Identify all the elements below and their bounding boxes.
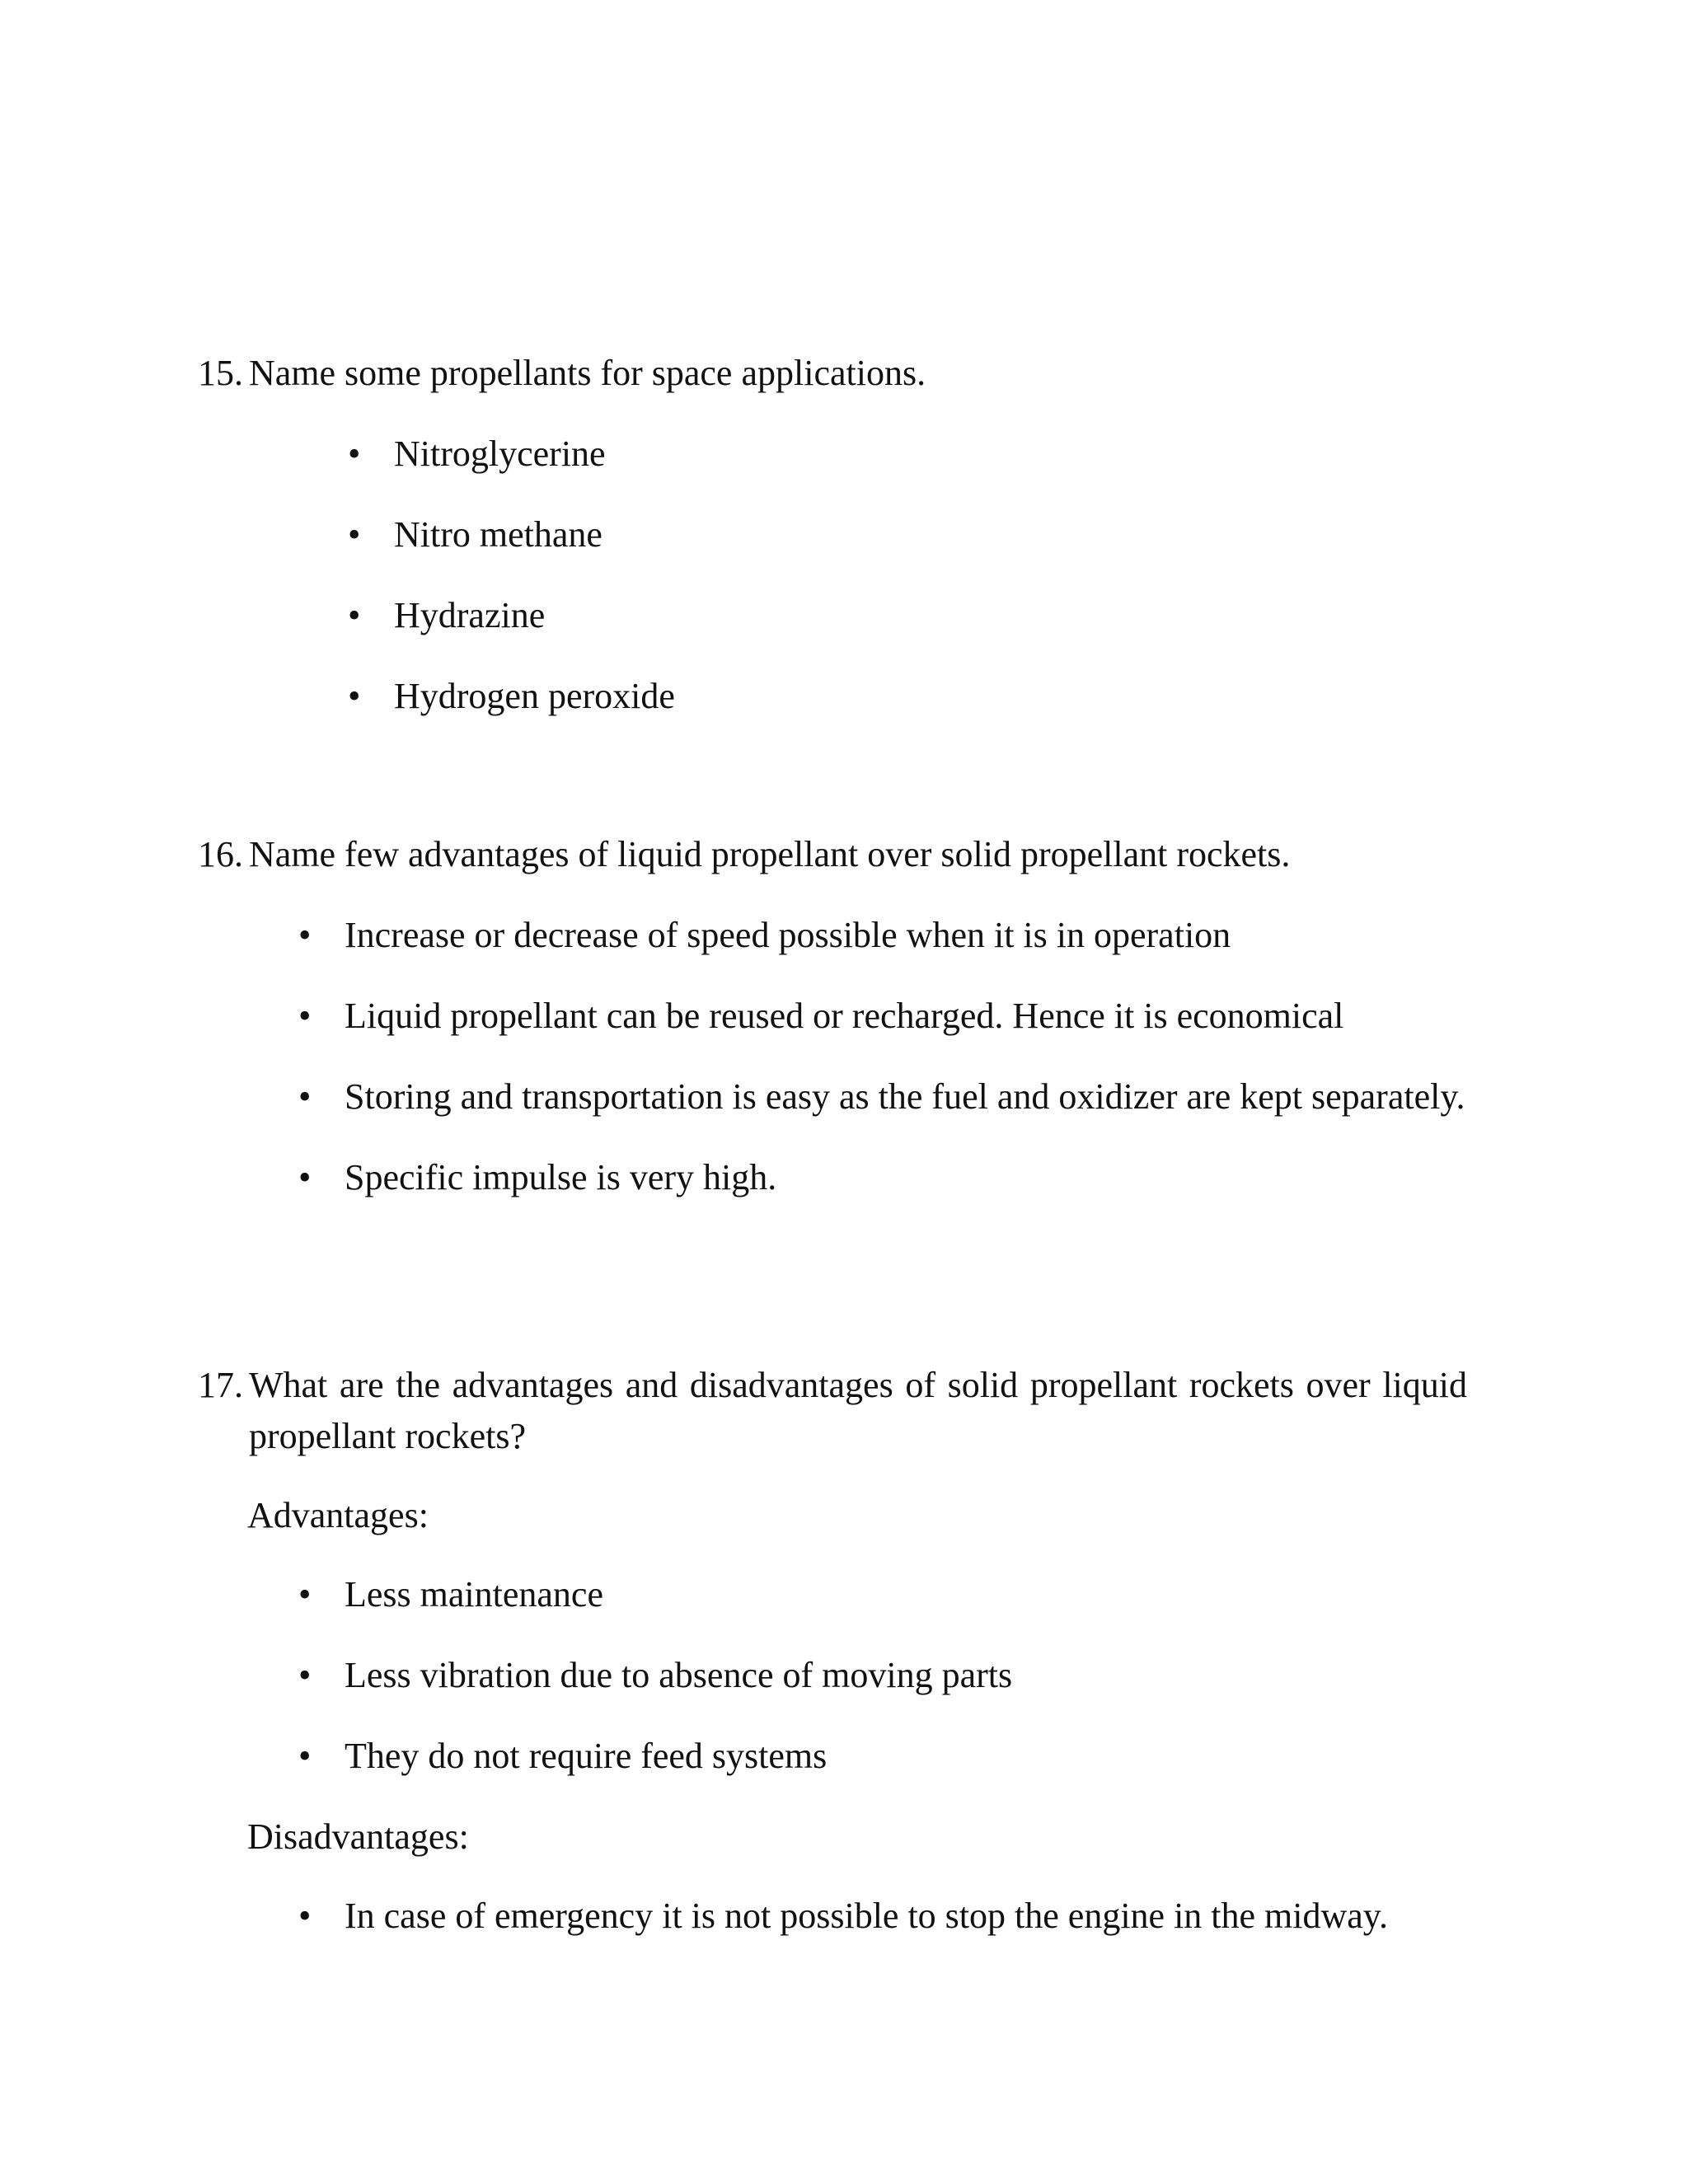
list-item: • Liquid propellant can be reused or recharged. Hence it is economical xyxy=(345,991,1467,1042)
bullet-icon: • xyxy=(298,1574,312,1615)
disadvantages-label: Disadvantages: xyxy=(247,1816,469,1857)
bullet-icon: • xyxy=(298,1736,312,1776)
question-number: 15. xyxy=(198,353,243,393)
bullet-icon: • xyxy=(298,1076,312,1117)
list-item: • Hydrazine xyxy=(394,590,1465,641)
question-15 xyxy=(198,348,1467,399)
question-16 xyxy=(198,829,1467,880)
bullet-icon: • xyxy=(298,915,312,955)
disadvantages-list xyxy=(298,1891,1467,1942)
list-item: • Specific impulse is very high. xyxy=(345,1152,1467,1203)
list-item: • Hydrogen peroxide xyxy=(394,671,1465,722)
q15-list xyxy=(348,429,1465,722)
question-17 xyxy=(198,1360,1467,1462)
list-item: • Less maintenance xyxy=(345,1569,1467,1620)
bullet-icon: • xyxy=(298,1655,312,1695)
bullet-icon: • xyxy=(348,676,361,716)
list-item: • They do not require feed systems xyxy=(345,1731,1467,1782)
list-item: • Nitro methane xyxy=(394,509,1465,560)
question-text: What are the advantages and disadvantages of solid propellant rockets over liquid propellant rockets? xyxy=(249,1365,1467,1456)
advantages-label: Advantages: xyxy=(247,1495,429,1535)
bullet-icon: • xyxy=(348,514,361,555)
list-item: • In case of emergency it is not possible to stop the engine in the midway. xyxy=(345,1891,1467,1942)
list-item: • Storing and transportation is easy as the fuel and oxidizer are kept separately. xyxy=(345,1071,1467,1122)
list-item: • Nitroglycerine xyxy=(394,429,1465,480)
list-item: • Increase or decrease of speed possible when it is in operation xyxy=(345,910,1467,961)
question-number: 16. xyxy=(198,834,243,874)
advantages-list xyxy=(298,1569,1467,1782)
question-text: Name few advantages of liquid propellant over solid propellant rockets. xyxy=(249,834,1291,874)
list-item: • Less vibration due to absence of moving parts xyxy=(345,1650,1467,1701)
bullet-icon: • xyxy=(298,1157,312,1197)
bullet-icon: • xyxy=(298,1896,312,1936)
bullet-icon: • xyxy=(298,996,312,1036)
bullet-icon: • xyxy=(348,595,361,635)
bullet-icon: • xyxy=(348,434,361,474)
question-number: 17. xyxy=(198,1365,243,1405)
question-text: Name some propellants for space applications. xyxy=(249,353,926,393)
q16-list xyxy=(298,910,1467,1203)
